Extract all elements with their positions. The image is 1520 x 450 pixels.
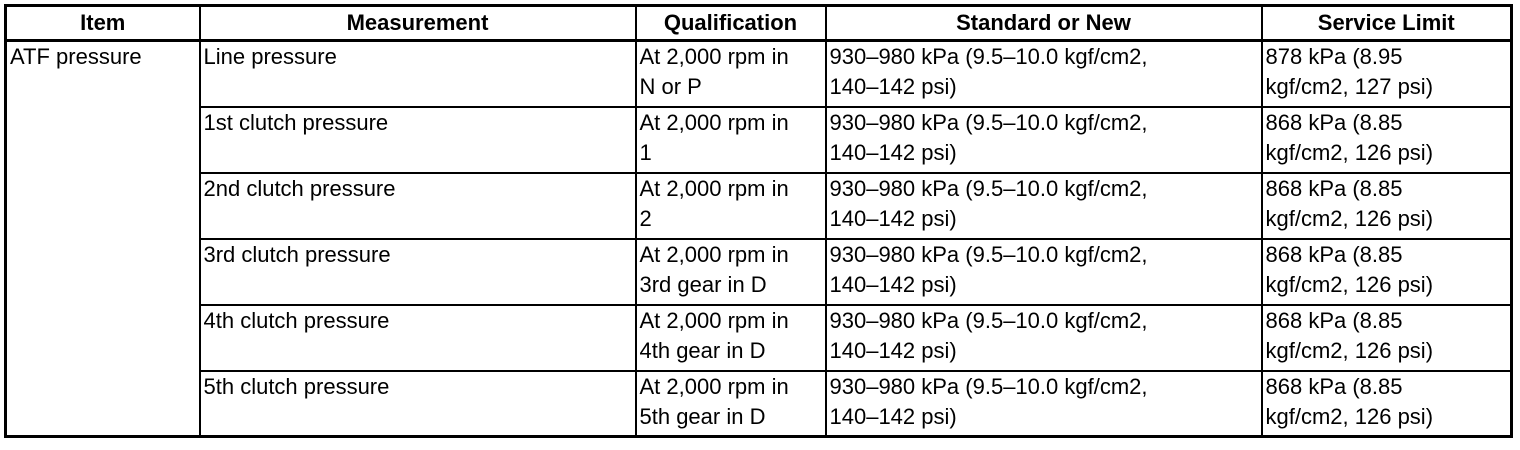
qualification-cell	[636, 107, 826, 173]
header-qualification: Qualification	[636, 6, 826, 41]
standard-line: 140–142 psi)	[829, 337, 957, 363]
standard-cell	[826, 107, 1262, 173]
table-row	[6, 107, 1512, 173]
service-limit-cell	[1262, 107, 1512, 173]
standard-line: 930–980 kPa (9.5–10.0 kgf/cm2,	[829, 109, 1148, 135]
qualification-line: 1	[639, 139, 652, 165]
qualification-line: 5th gear in D	[639, 403, 766, 429]
measurement-cell: 2nd clutch pressure	[200, 173, 636, 239]
standard-line: 140–142 psi)	[829, 271, 957, 297]
measurement-cell: 4th clutch pressure	[200, 305, 636, 371]
service-limit-cell	[1262, 239, 1512, 305]
qualification-line: 3rd gear in D	[639, 271, 767, 297]
table-row	[6, 41, 1512, 107]
qualification-line: At 2,000 rpm in	[639, 373, 789, 399]
qualification-cell	[636, 371, 826, 437]
service-limit-cell	[1262, 173, 1512, 239]
standard-line: 930–980 kPa (9.5–10.0 kgf/cm2,	[829, 373, 1148, 399]
measurement-cell: 1st clutch pressure	[200, 107, 636, 173]
item-cell-atf-pressure: ATF pressure	[6, 41, 200, 437]
standard-line: 140–142 psi)	[829, 403, 957, 429]
standard-line: 930–980 kPa (9.5–10.0 kgf/cm2,	[829, 241, 1148, 267]
service-limit-line: 868 kPa (8.85	[1265, 241, 1403, 267]
measurement-cell: 5th clutch pressure	[200, 371, 636, 437]
table-header-row	[6, 6, 1512, 41]
qualification-line: 4th gear in D	[639, 337, 766, 363]
qualification-line: At 2,000 rpm in	[639, 175, 789, 201]
standard-line: 140–142 psi)	[829, 139, 957, 165]
service-limit-line: kgf/cm2, 126 psi)	[1265, 337, 1434, 363]
service-limit-cell	[1262, 371, 1512, 437]
service-limit-line: 868 kPa (8.85	[1265, 175, 1403, 201]
table-row	[6, 371, 1512, 437]
service-limit-line: kgf/cm2, 126 psi)	[1265, 205, 1434, 231]
table-row	[6, 239, 1512, 305]
qualification-cell	[636, 239, 826, 305]
service-limit-line: 868 kPa (8.85	[1265, 109, 1403, 135]
service-limit-line: 878 kPa (8.95	[1265, 44, 1403, 69]
standard-cell	[826, 173, 1262, 239]
standard-cell	[826, 305, 1262, 371]
standard-cell	[826, 239, 1262, 305]
standard-cell	[826, 371, 1262, 437]
service-limit-line: 868 kPa (8.85	[1265, 307, 1403, 333]
standard-line: 930–980 kPa (9.5–10.0 kgf/cm2,	[829, 307, 1148, 333]
standard-line: 140–142 psi)	[829, 205, 957, 231]
service-limit-line: kgf/cm2, 126 psi)	[1265, 403, 1434, 429]
qualification-line: 2	[639, 205, 652, 231]
header-service-limit: Service Limit	[1262, 6, 1512, 41]
qualification-line: At 2,000 rpm in	[639, 307, 789, 333]
qualification-line: N or P	[639, 74, 702, 99]
spec-table-container	[4, 4, 1510, 438]
service-limit-cell	[1262, 305, 1512, 371]
standard-line: 140–142 psi)	[829, 74, 957, 99]
header-measurement: Measurement	[200, 6, 636, 41]
service-limit-line: kgf/cm2, 126 psi)	[1265, 139, 1434, 165]
service-limit-cell	[1262, 41, 1512, 107]
standard-line: 930–980 kPa (9.5–10.0 kgf/cm2,	[829, 44, 1148, 69]
header-standard-or-new: Standard or New	[826, 6, 1262, 41]
table-row	[6, 173, 1512, 239]
qualification-line: At 2,000 rpm in	[639, 241, 789, 267]
table-row	[6, 305, 1512, 371]
header-item: Item	[6, 6, 200, 41]
service-limit-line: kgf/cm2, 127 psi)	[1265, 74, 1434, 99]
service-limit-line: 868 kPa (8.85	[1265, 373, 1403, 399]
measurement-cell: Line pressure	[200, 41, 636, 107]
qualification-line: At 2,000 rpm in	[639, 44, 789, 69]
qualification-cell	[636, 305, 826, 371]
atf-pressure-spec-table	[4, 4, 1513, 438]
standard-line: 930–980 kPa (9.5–10.0 kgf/cm2,	[829, 175, 1148, 201]
service-limit-line: kgf/cm2, 126 psi)	[1265, 271, 1434, 297]
qualification-cell	[636, 173, 826, 239]
standard-cell	[826, 41, 1262, 107]
measurement-cell: 3rd clutch pressure	[200, 239, 636, 305]
qualification-line: At 2,000 rpm in	[639, 109, 789, 135]
qualification-cell	[636, 41, 826, 107]
